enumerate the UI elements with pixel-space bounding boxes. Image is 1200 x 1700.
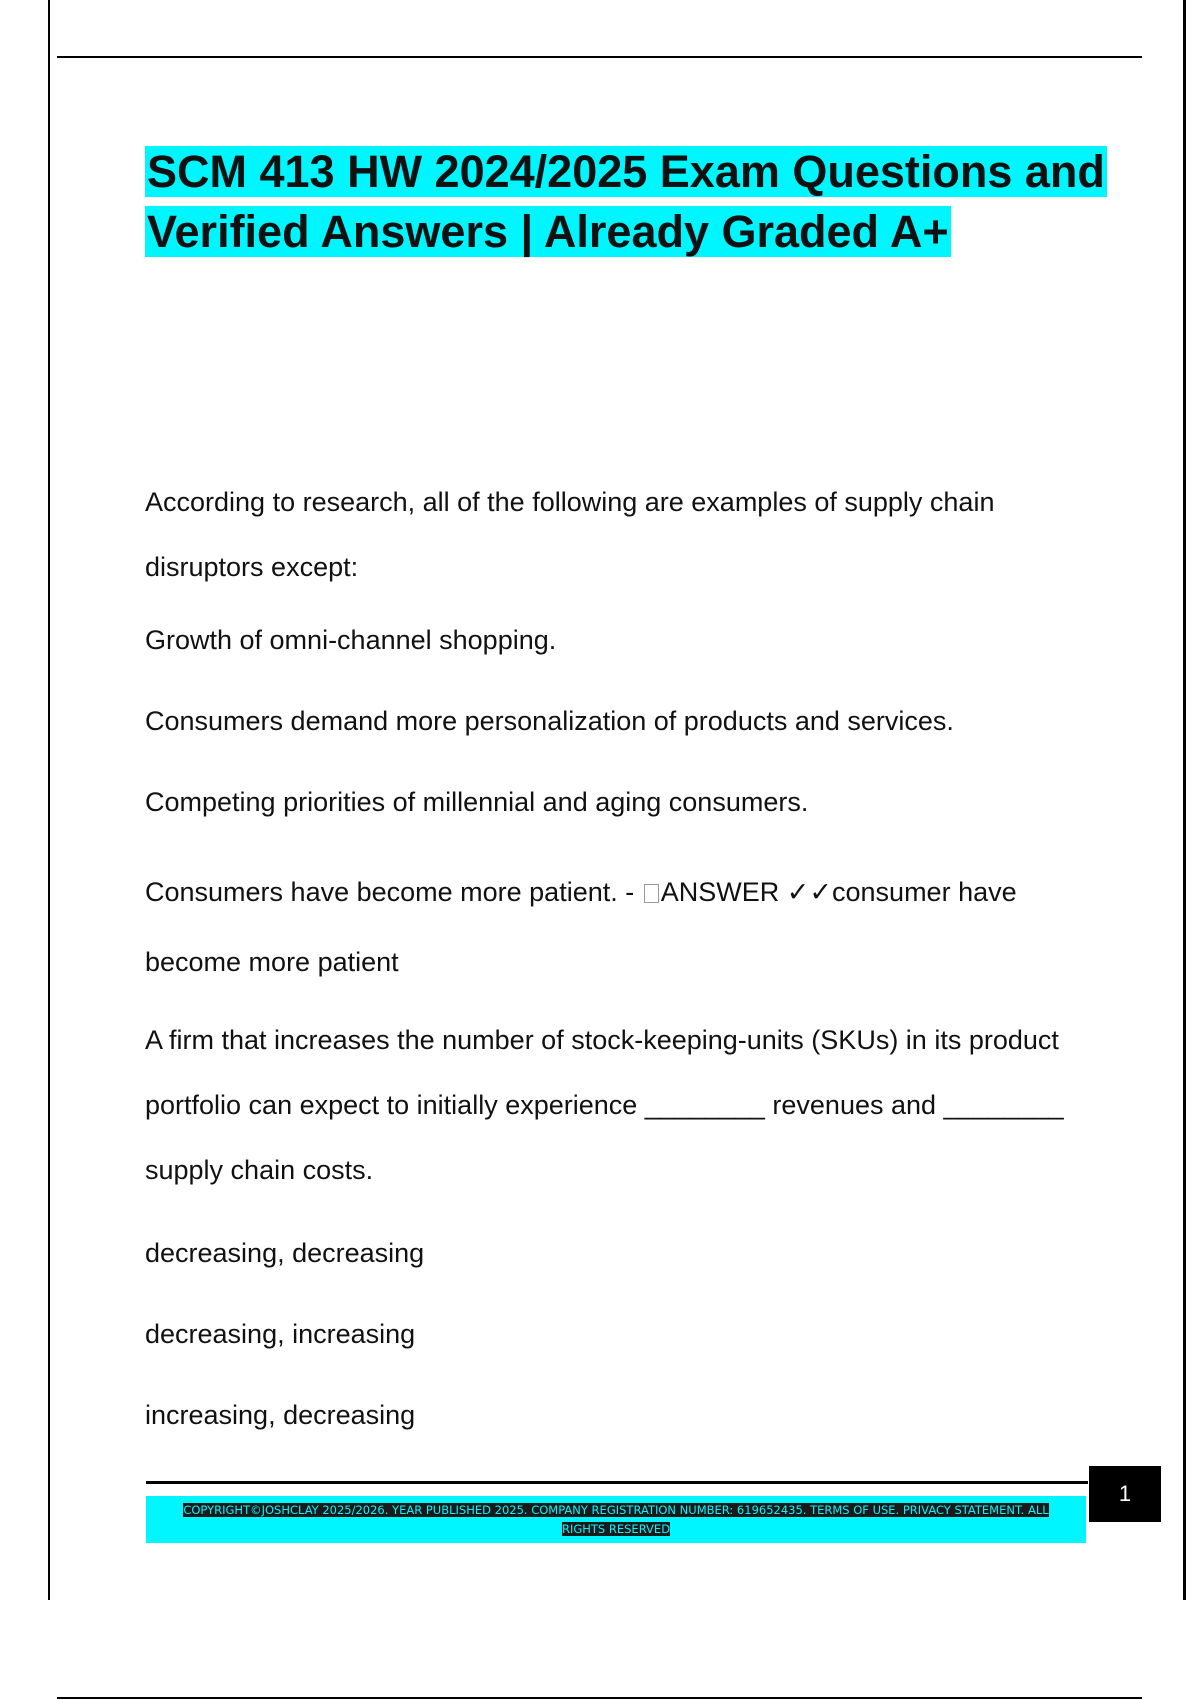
question-1-option-3: Competing priorities of millennial and aging consumers. <box>145 787 809 817</box>
question-2-option-1: decreasing, decreasing <box>145 1238 425 1268</box>
question-2-option-2: decreasing, increasing <box>145 1319 416 1349</box>
top-rule <box>57 56 1142 58</box>
question-1-option-2: Consumers demand more personalization of products and services. <box>145 706 954 736</box>
footer-copyright <box>176 1501 1056 1539</box>
question-1-option-4-with-answer <box>145 857 1095 997</box>
bottom-rule <box>57 1697 1142 1699</box>
page-border-right <box>1183 0 1186 1600</box>
question-2-option-3: increasing, decreasing <box>145 1400 416 1430</box>
missing-glyph-box-icon <box>644 884 659 903</box>
question-1-option-1: Growth of omni-channel shopping. <box>145 625 557 655</box>
question-1-text: According to research, all of the following are examples of supply chain disruptors except: <box>145 487 995 582</box>
answer-label: ANSWER ✓✓ <box>660 877 833 907</box>
footer-rule <box>146 1481 1088 1484</box>
answer-text: consumer have become more patient <box>145 877 1017 977</box>
page-number: 1 <box>1089 1466 1161 1522</box>
footer-band <box>146 1496 1086 1543</box>
document-title <box>145 142 1105 262</box>
title-highlight: SCM 413 HW 2024/2025 Exam Questions and Verified Answers | Already Graded A+ <box>147 146 1105 257</box>
footer-copyright-text: COPYRIGHT©JOSHCLAY 2025/2026. YEAR PUBLISHED 2025. COMPANY REGISTRATION NUMBER: 619652435. TERMS OF USE. PRIVACY STATEMENT. ALL RIGHTS RESERVED <box>183 1502 1049 1536</box>
question-2-text: A firm that increases the number of stock-keeping-units (SKUs) in its product portfolio can expect to initially experience ________ revenues and ________ supply chain costs. <box>145 1025 1064 1185</box>
page-border-left <box>48 0 50 1600</box>
question-1-option-4: Consumers have become more patient. - <box>145 877 635 907</box>
